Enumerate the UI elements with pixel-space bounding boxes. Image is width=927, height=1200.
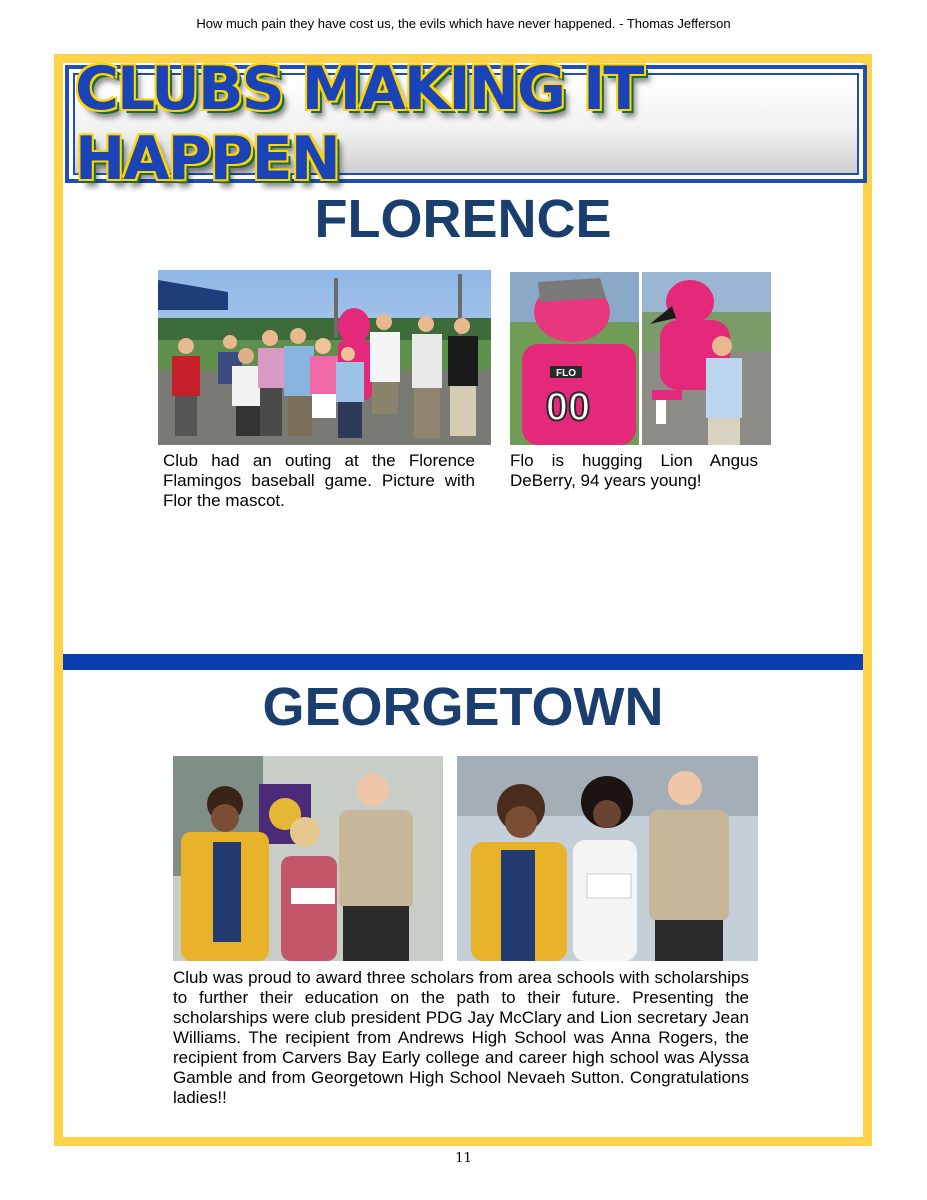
georgetown-section-title: GEORGETOWN bbox=[262, 677, 664, 737]
jersey-number: 00 bbox=[545, 385, 591, 429]
flo-hug-image bbox=[642, 272, 771, 445]
georgetown-scholarship-photo-2 bbox=[457, 756, 758, 961]
title-banner bbox=[65, 54, 867, 194]
scholarship-photo-1-image bbox=[173, 756, 443, 961]
georgetown-caption: Club was proud to award three scholars from area schools with scholarships to further their education on the path to their future. Presenting the scholarships were club president PDG Jay McClary and Lion secretary Jean Williams. The recipient from Andrews High School was Anna Rogers, the recipient from Carvers Bay Early college and career high school was Alyssa Gamble and from Georgetown High School Nevaeh Sutton. Congratulations ladies!! bbox=[173, 968, 749, 1107]
banner-title: CLUBS MAKING IT HAPPEN bbox=[75, 54, 643, 194]
flo-jersey-photo bbox=[510, 272, 639, 445]
florence-caption-right: Flo is hugging Lion Angus DeBerry, 94 years young! bbox=[510, 451, 758, 490]
florence-group-photo bbox=[158, 270, 491, 445]
jersey-text: FLO bbox=[556, 368, 576, 379]
flo-hug-photo bbox=[642, 272, 771, 445]
header-quote: How much pain they have cost us, the evils which have never happened. - Thomas Jefferson bbox=[196, 16, 731, 31]
florence-section-title: FLORENCE bbox=[314, 189, 612, 249]
title-banner-inner bbox=[73, 54, 859, 194]
group-photo-image bbox=[158, 270, 491, 445]
page-number: 11 bbox=[455, 1151, 472, 1166]
florence-caption-left: Club had an outing at the Florence Flamingos baseball game. Picture with Flor the mascot. bbox=[163, 451, 475, 510]
flo-jersey-image bbox=[510, 272, 639, 445]
scholarship-photo-2-image bbox=[457, 756, 758, 961]
georgetown-scholarship-photo-1 bbox=[173, 756, 443, 961]
section-divider bbox=[63, 654, 863, 670]
